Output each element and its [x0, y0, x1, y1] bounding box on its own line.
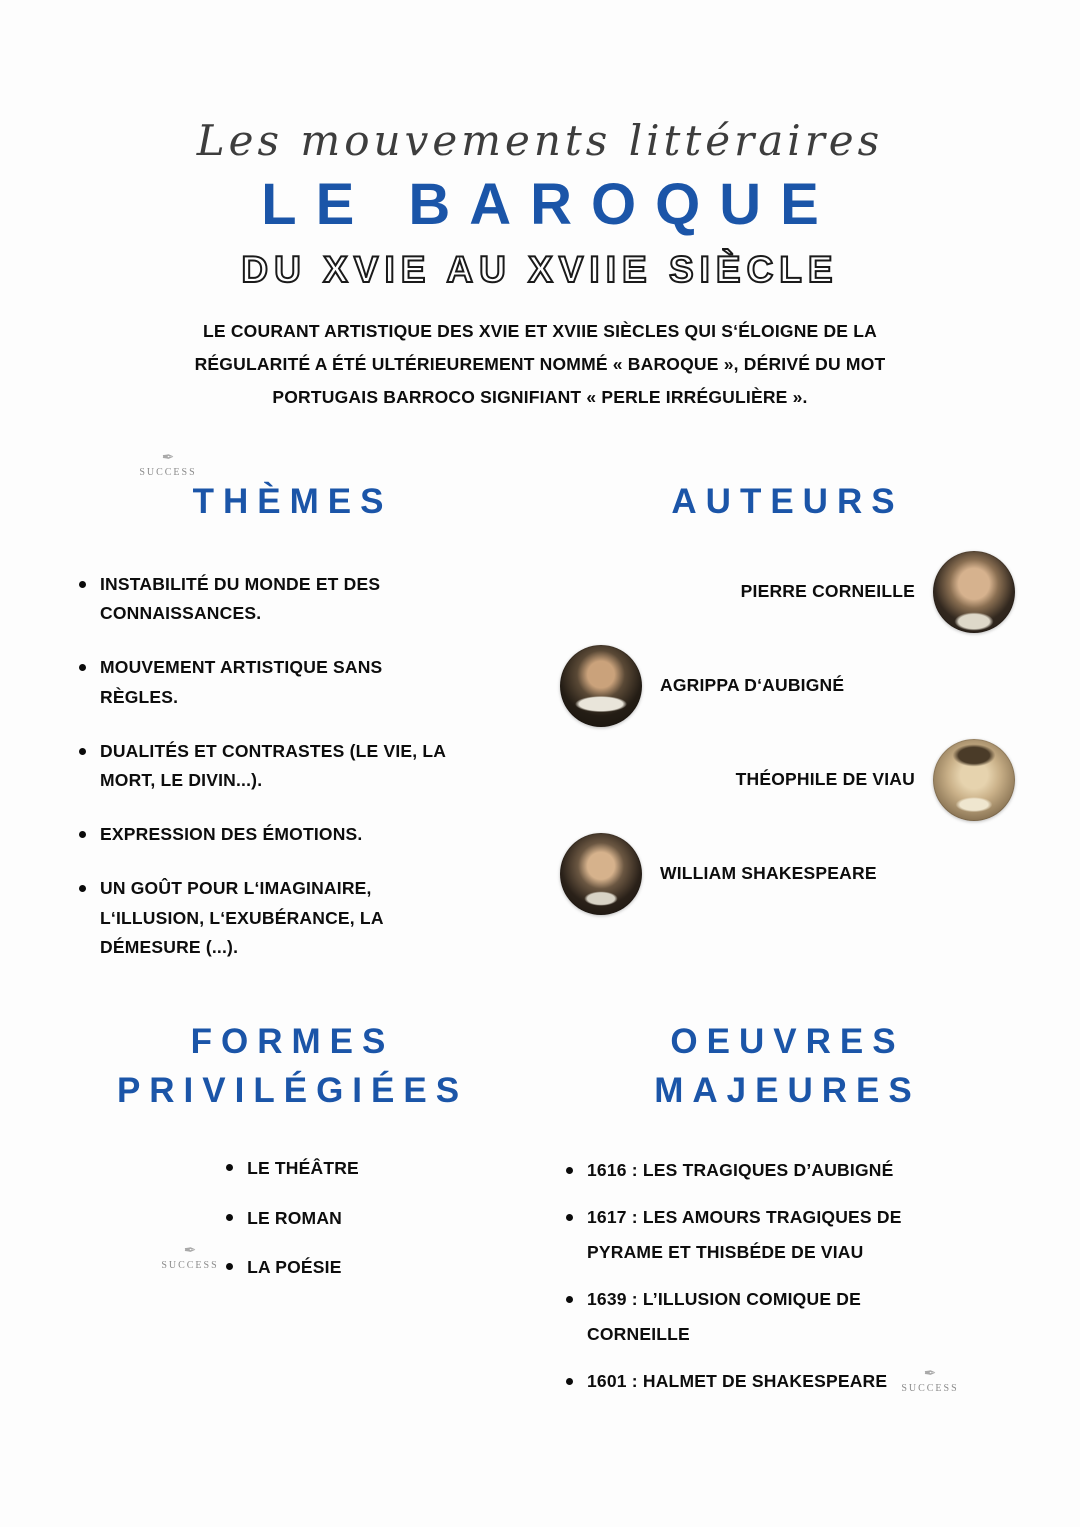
- author-name: WILLIAM SHAKESPEARE: [660, 863, 877, 884]
- quill-ornament-icon: ✒: [183, 1242, 197, 1259]
- oeuvre-item: [566, 1282, 1015, 1352]
- oeuvres-section: [560, 1017, 1015, 1411]
- bullet-icon: [566, 1378, 573, 1385]
- watermark-label: SUCCESS: [161, 1260, 219, 1271]
- bullet-icon: [79, 581, 86, 588]
- oeuvre-text: 1601 : HALMET DE SHAKESPEARE: [587, 1371, 888, 1392]
- author-row: [560, 738, 1015, 822]
- author-row: [560, 832, 1015, 916]
- author-row: [560, 550, 1015, 634]
- watermark-label: SUCCESS: [901, 1383, 959, 1394]
- quill-ornament-icon: ✒: [161, 449, 175, 466]
- bullet-icon: [79, 664, 86, 671]
- themes-list: [65, 570, 520, 964]
- bullet-icon: [79, 831, 86, 838]
- author-portrait: [560, 833, 642, 915]
- top-grid: [65, 477, 1015, 988]
- oeuvres-list: [560, 1153, 1015, 1399]
- theme-item: [79, 653, 520, 713]
- author-name: PIERRE CORNEILLE: [740, 581, 915, 602]
- author-name: AGRIPPA D‘AUBIGNÉ: [660, 675, 845, 696]
- theme-text: INSTABILITÉ DU MONDE ET DES CONNAISSANCES.: [100, 573, 381, 624]
- bottom-grid: [65, 1017, 1015, 1411]
- theme-text: DUALITÉS ET CONTRASTES (LE VIE, LA MORT, LE DIVIN...).: [100, 740, 446, 791]
- authors-section: [560, 477, 1015, 988]
- bullet-icon: [566, 1167, 573, 1174]
- bullet-icon: [566, 1214, 573, 1221]
- author-name: THÉOPHILE DE VIAU: [735, 769, 915, 790]
- watermark-label: SUCCESS: [139, 467, 197, 478]
- oeuvres-title-line1: OEUVRES: [670, 1022, 905, 1062]
- oeuvre-text: 1639 : L’ILLUSION COMIQUE DE CORNEILLE: [587, 1289, 861, 1345]
- theme-text: MOUVEMENT ARTISTIQUE SANS RÈGLES.: [100, 657, 383, 707]
- intro-paragraph: LE COURANT ARTISTIQUE DES XVIE ET XVIIE SIÈCLES QUI S‘ÉLOIGNE DE LA RÉGULARITÉ A ÉTÉ ULTÉRIEUREMENT NOMMÉ « BAROQUE », DÉRIVÉ DU MOT PORTUGAIS BARROCO SIGNIFIANT « PERLE IRRÉGULIÈRE ».: [194, 320, 886, 408]
- oeuvre-item: [566, 1153, 1015, 1188]
- forme-text: LE ROMAN: [247, 1207, 342, 1228]
- bullet-icon: [226, 1214, 233, 1221]
- formes-section: [65, 1017, 520, 1411]
- document-header: [0, 0, 1080, 415]
- forme-text: LA POÉSIE: [247, 1257, 342, 1278]
- themes-title: THÈMES: [192, 481, 393, 521]
- theme-item: [79, 820, 520, 850]
- oeuvre-item: [566, 1200, 1015, 1270]
- author-portrait: [933, 739, 1015, 821]
- author-portrait: [560, 645, 642, 727]
- oeuvres-title: [560, 1017, 1015, 1115]
- bullet-icon: [566, 1296, 573, 1303]
- theme-text: UN GOÛT POUR L‘IMAGINAIRE, L‘ILLUSION, L‘EXUBÉRANCE, LA DÉMESURE (...).: [100, 877, 384, 958]
- subtitle-outline: DU XVIE AU XVIIE SIÈCLE: [241, 248, 839, 290]
- script-title: Les mouvements littéraires: [196, 116, 884, 165]
- authors-title: AUTEURS: [671, 481, 904, 521]
- bullet-icon: [226, 1164, 233, 1171]
- success-logo-watermark: [142, 1243, 238, 1271]
- author-portrait: [933, 551, 1015, 633]
- forme-item: [226, 1252, 359, 1284]
- oeuvres-title-line2: MAJEURES: [654, 1071, 921, 1111]
- authors-list: [560, 550, 1015, 916]
- forme-item: [226, 1153, 359, 1185]
- oeuvre-text: 1616 : LES TRAGIQUES D’AUBIGNÉ: [587, 1160, 894, 1181]
- themes-section: [65, 477, 520, 988]
- forme-text: LE THÉÂTRE: [247, 1158, 359, 1179]
- formes-title-line2: PRIVILÉGIÉES: [116, 1071, 469, 1111]
- success-logo-watermark: [120, 450, 216, 478]
- success-logo-watermark: [882, 1366, 978, 1394]
- theme-item: [79, 570, 520, 630]
- formes-title: [65, 1017, 520, 1115]
- oeuvre-text: 1617 : LES AMOURS TRAGIQUES DE PYRAME ET THISBÉDE DE VIAU: [587, 1207, 902, 1263]
- bullet-icon: [79, 748, 86, 755]
- author-row: [560, 644, 1015, 728]
- bullet-icon: [79, 885, 86, 892]
- theme-text: EXPRESSION DES ÉMOTIONS.: [100, 824, 363, 845]
- forme-item: [226, 1203, 359, 1235]
- main-title: LE BAROQUE: [261, 172, 838, 237]
- quill-ornament-icon: ✒: [923, 1365, 937, 1382]
- theme-item: [79, 874, 520, 963]
- theme-item: [79, 737, 520, 797]
- formes-list: [226, 1153, 359, 1284]
- formes-title-line1: FORMES: [190, 1022, 395, 1062]
